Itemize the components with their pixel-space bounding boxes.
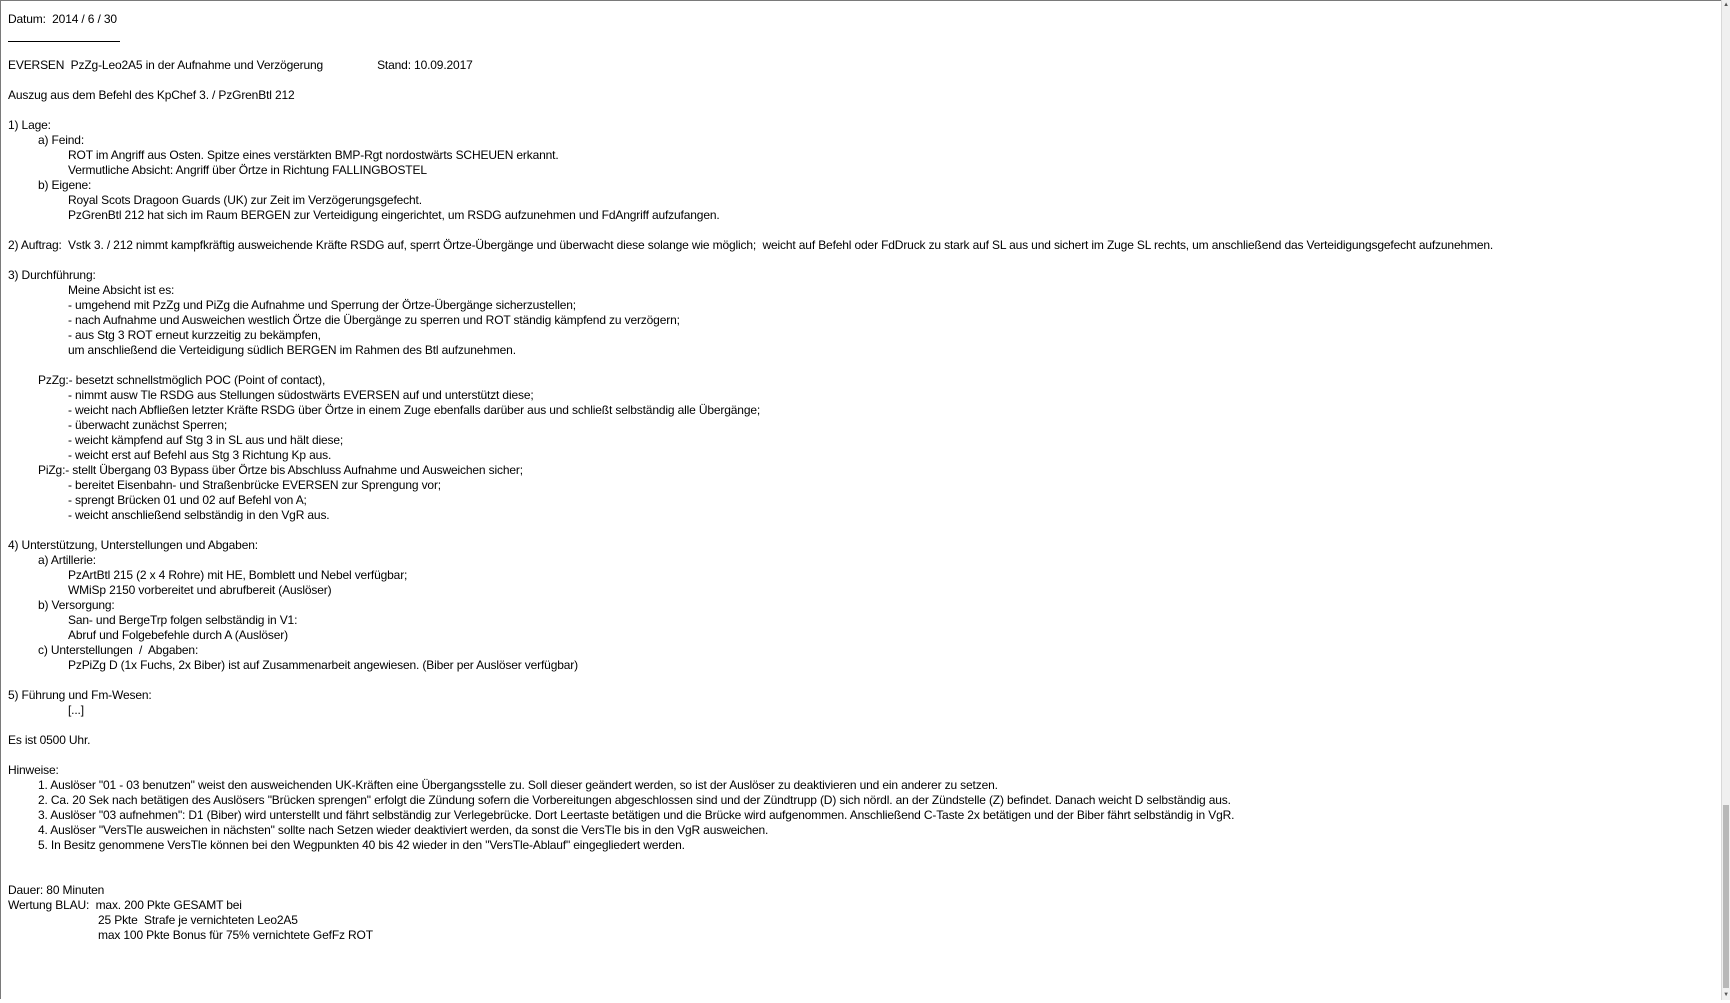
pzzg-item: - weicht nach Abfließen letzter Kräfte RSDG über Örtze in einem Zuge ebenfalls darüber aus und schließt selbständig alle Übergänge; xyxy=(68,403,761,417)
auftrag-heading: 2) Auftrag: xyxy=(8,238,62,252)
versorgung-line-1: San- und BergeTrp folgen selbständig in V1: xyxy=(68,613,298,627)
pzzg-item: - überwacht zunächst Sperren; xyxy=(68,418,228,432)
absicht-item: - aus Stg 3 ROT erneut kurzzeitig zu bekämpfen, xyxy=(68,328,321,342)
vertical-scrollbar[interactable] xyxy=(1721,0,1730,1000)
uhrzeit-line: Es ist 0500 Uhr. xyxy=(8,733,91,747)
title-stand: Stand: 10.09.2017 xyxy=(377,58,473,72)
separator-line xyxy=(8,27,120,42)
versorgung-line-2: Abruf und Folgebefehle durch A (Auslöser) xyxy=(68,628,288,642)
pizg-item: - bereitet Eisenbahn- und Straßenbrücke EVERSEN zur Sprengung vor; xyxy=(68,478,441,492)
fuehrung-text: [...] xyxy=(68,703,84,717)
hinweis-item: 4. Auslöser "VersTle ausweichen in nächsten" sollte nach Setzen wieder deaktiviert werden, da sonst die VersTle bis in den VgR ausweichen. xyxy=(38,823,769,837)
pizg-item: - weicht anschließend selbständig in den VgR aus. xyxy=(68,508,330,522)
eigene-line-2: PzGrenBtl 212 hat sich im Raum BERGEN zur Verteidigung eingerichtet, um RSDG aufzunehmen und FdAngriff aufzufangen. xyxy=(68,208,720,222)
feind-line-2: Vermutliche Absicht: Angriff über Örtze in Richtung FALLINGBOSTEL xyxy=(68,163,427,177)
pzzg-item: - nimmt ausw Tle RSDG aus Stellungen südostwärts EVERSEN auf und unterstützt diese; xyxy=(68,388,534,402)
scroll-up-icon[interactable]: ▲ xyxy=(1723,1,1729,8)
document-body xyxy=(8,12,1708,943)
feind-line-1: ROT im Angriff aus Osten. Spitze eines verstärkten BMP-Rgt nordostwärts SCHEUEN erkannt. xyxy=(68,148,559,162)
artillerie-line-1: PzArtBtl 215 (2 x 4 Rohre) mit HE, Bomblett und Nebel verfügbar; xyxy=(68,568,408,582)
absicht-item: - nach Aufnahme und Ausweichen westlich Örtze die Übergänge zu sperren und ROT ständig kämpfend zu verzögern; xyxy=(68,313,680,327)
unterstellungen-line-1: PzPiZg D (1x Fuchs, 2x Biber) ist auf Zusammenarbeit angewiesen. (Biber per Auslöser verfügbar) xyxy=(68,658,578,672)
fuehrung-heading: 5) Führung und Fm-Wesen: xyxy=(8,688,152,702)
versorgung-label: b) Versorgung: xyxy=(38,598,115,612)
title-main: EVERSEN PzZg-Leo2A5 in der Aufnahme und Verzögerung xyxy=(8,58,324,72)
dauer-line: Dauer: 80 Minuten xyxy=(8,883,105,897)
wertung-strafe-line: 25 Pkte Strafe je vernichteten Leo2A5 xyxy=(98,913,298,927)
feind-label: a) Feind: xyxy=(38,133,85,147)
artillerie-line-2: WMiSp 2150 vorbereitet und abrufbereit (Auslöser) xyxy=(68,583,332,597)
durchfuehrung-heading: 3) Durchführung: xyxy=(8,268,96,282)
pzzg-item: - weicht erst auf Befehl aus Stg 3 Richtung Kp aus. xyxy=(68,448,332,462)
document-title xyxy=(8,58,1708,73)
unterstuetzung-heading: 4) Unterstützung, Unterstellungen und Abgaben: xyxy=(8,538,258,552)
unterstellungen-label: c) Unterstellungen / Abgaben: xyxy=(38,643,199,657)
wertung-bonus-line: max 100 Pkte Bonus für 75% vernichtete GefFz ROT xyxy=(98,928,373,942)
absicht-label: Meine Absicht ist es: xyxy=(68,283,175,297)
absicht-item: - umgehend mit PzZg und PiZg die Aufnahme und Sperrung der Örtze-Übergänge sicherzustellen; xyxy=(68,298,576,312)
hinweis-item: 1. Auslöser "01 - 03 benutzen" weist den ausweichenden UK-Kräften eine Übergangsstelle zu. Soll dieser geändert werden, so ist der Auslöser zu deaktivieren und ein anderer zu setzen. xyxy=(38,778,998,792)
lage-heading: 1) Lage: xyxy=(8,118,51,132)
pizg-item: - sprengt Brücken 01 und 02 auf Befehl von A; xyxy=(68,493,307,507)
pizg-first-line: PiZg:- stellt Übergang 03 Bypass über Örtze bis Abschluss Aufnahme und Ausweichen sicher; xyxy=(38,463,523,477)
eigene-line-1: Royal Scots Dragoon Guards (UK) zur Zeit im Verzögerungsgefecht. xyxy=(68,193,422,207)
wertung-blau-line: Wertung BLAU: max. 200 Pkte GESAMT bei xyxy=(8,898,242,912)
auftrag-text: Vstk 3. / 212 nimmt kampfkräftig ausweichende Kräfte RSDG auf, sperrt Örtze-Übergänge und überwacht diese solange wie möglich; weicht auf Befehl oder FdDruck zu stark auf SL aus und sichert im Zuge SL rechts, um anschließend das Verteidigungsgefecht aufzunehmen. xyxy=(68,238,1494,252)
hinweis-item: 5. In Besitz genommene VersTle können bei den Wegpunkten 40 bis 42 wieder in den "VersTle-Ablauf" eingegliedert werden. xyxy=(38,838,685,852)
hinweise-heading: Hinweise: xyxy=(8,763,59,777)
pzzg-item: - weicht kämpfend auf Stg 3 in SL aus und hält diese; xyxy=(68,433,344,447)
intro-line: Auszug aus dem Befehl des KpChef 3. / PzGrenBtl 212 xyxy=(8,88,295,102)
absicht-item: um anschließend die Verteidigung südlich BERGEN im Rahmen des Btl aufzunehmen. xyxy=(68,343,516,357)
eigene-label: b) Eigene: xyxy=(38,178,92,192)
pzzg-first-line: PzZg:- besetzt schnellstmöglich POC (Point of contact), xyxy=(38,373,326,387)
datum-line: Datum: 2014 / 6 / 30 xyxy=(8,12,117,26)
artillerie-label: a) Artillerie: xyxy=(38,553,96,567)
hinweis-item: 3. Auslöser "03 aufnehmen": D1 (Biber) wird unterstellt und fährt selbständig zur Verlegebrücke. Dort Leertaste betätigen und die Brücke wird aufgenommen. Anschließend C-Taste 2x betätigen und der Biber fährt selbständig in VgR. xyxy=(38,808,1235,822)
scroll-down-icon[interactable]: ▼ xyxy=(1723,991,1729,998)
hinweis-item: 2. Ca. 20 Sek nach betätigen des Auslösers "Brücken sprengen" erfolgt die Zündung sofern die Vorbereitungen abgeschlossen sind und der Zündtrupp (D) sich nördl. an der Zündstelle (Z) befindet. Danach weicht D selbständig aus. xyxy=(38,793,1231,807)
scrollbar-thumb[interactable] xyxy=(1723,805,1729,988)
